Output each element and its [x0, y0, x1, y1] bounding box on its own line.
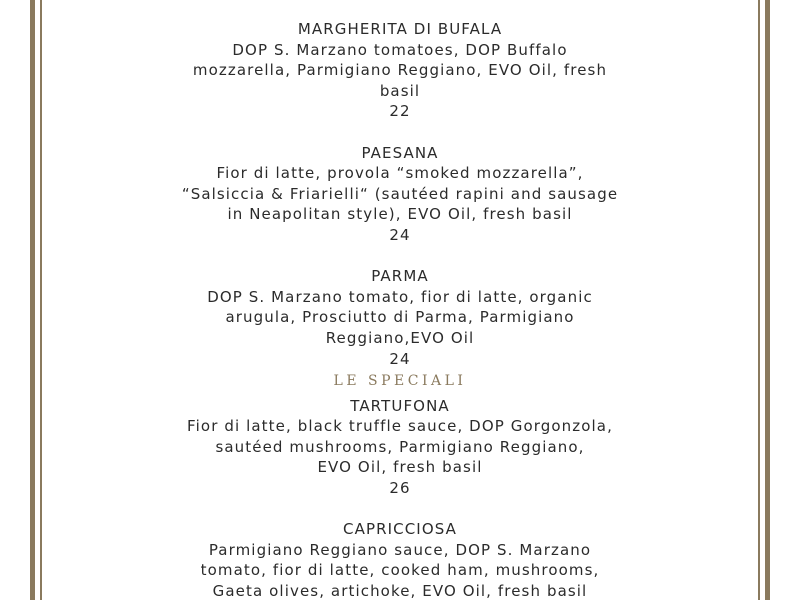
- menu-item-capricciosa: [60, 519, 740, 600]
- right-border-outer: [765, 0, 770, 600]
- menu-item-price: 26: [389, 479, 411, 498]
- menu-item-price: 24: [389, 349, 411, 368]
- menu-item-description: DOP S. Marzano tomato, fior di latte, organic arugula, Prosciutto di Parma, Parmigiano Reggiano,EVO Oil: [207, 287, 593, 347]
- menu-item-description: Fior di latte, provola “smoked mozzarella”, “Salsiccia & Friarielli“ (sautéed rapini and sausage in Neapolitan style), EVO Oil, fresh basil: [181, 164, 619, 224]
- right-border-inner: [758, 0, 760, 600]
- menu-item-description: Parmigiano Reggiano sauce, DOP S. Marzano tomato, fior di latte, cooked ham, mushrooms, Gaeta olives, artichoke, EVO Oil, fresh basil: [200, 540, 600, 600]
- menu-item-name: CAPRICCIOSA: [343, 520, 457, 539]
- section-heading-le-speciali: LE SPECIALI: [333, 373, 467, 390]
- left-border-inner: [40, 0, 42, 600]
- menu-item-parma: [60, 266, 740, 369]
- menu-item-name: TARTUFONA: [350, 396, 450, 415]
- menu-item-description: DOP S. Marzano tomatoes, DOP Buffalo mozzarella, Parmigiano Reggiano, EVO Oil, fresh basil: [192, 40, 608, 100]
- menu-item-paesana: [60, 143, 740, 246]
- menu-content: [60, 19, 740, 600]
- menu-item-name: PARMA: [371, 267, 429, 286]
- menu-item-name: PAESANA: [361, 143, 439, 162]
- left-border-outer: [30, 0, 35, 600]
- menu-item-margherita-di-bufala: [60, 19, 740, 122]
- menu-item-price: 22: [389, 102, 411, 121]
- menu-item-description: Fior di latte, black truffle sauce, DOP Gorgonzola, sautéed mushrooms, Parmigiano Reggiano, EVO Oil, fresh basil: [187, 417, 613, 477]
- menu-item-price: 24: [389, 225, 411, 244]
- menu-item-tartufona: [60, 396, 740, 499]
- menu-item-name: MARGHERITA DI BUFALA: [297, 20, 503, 38]
